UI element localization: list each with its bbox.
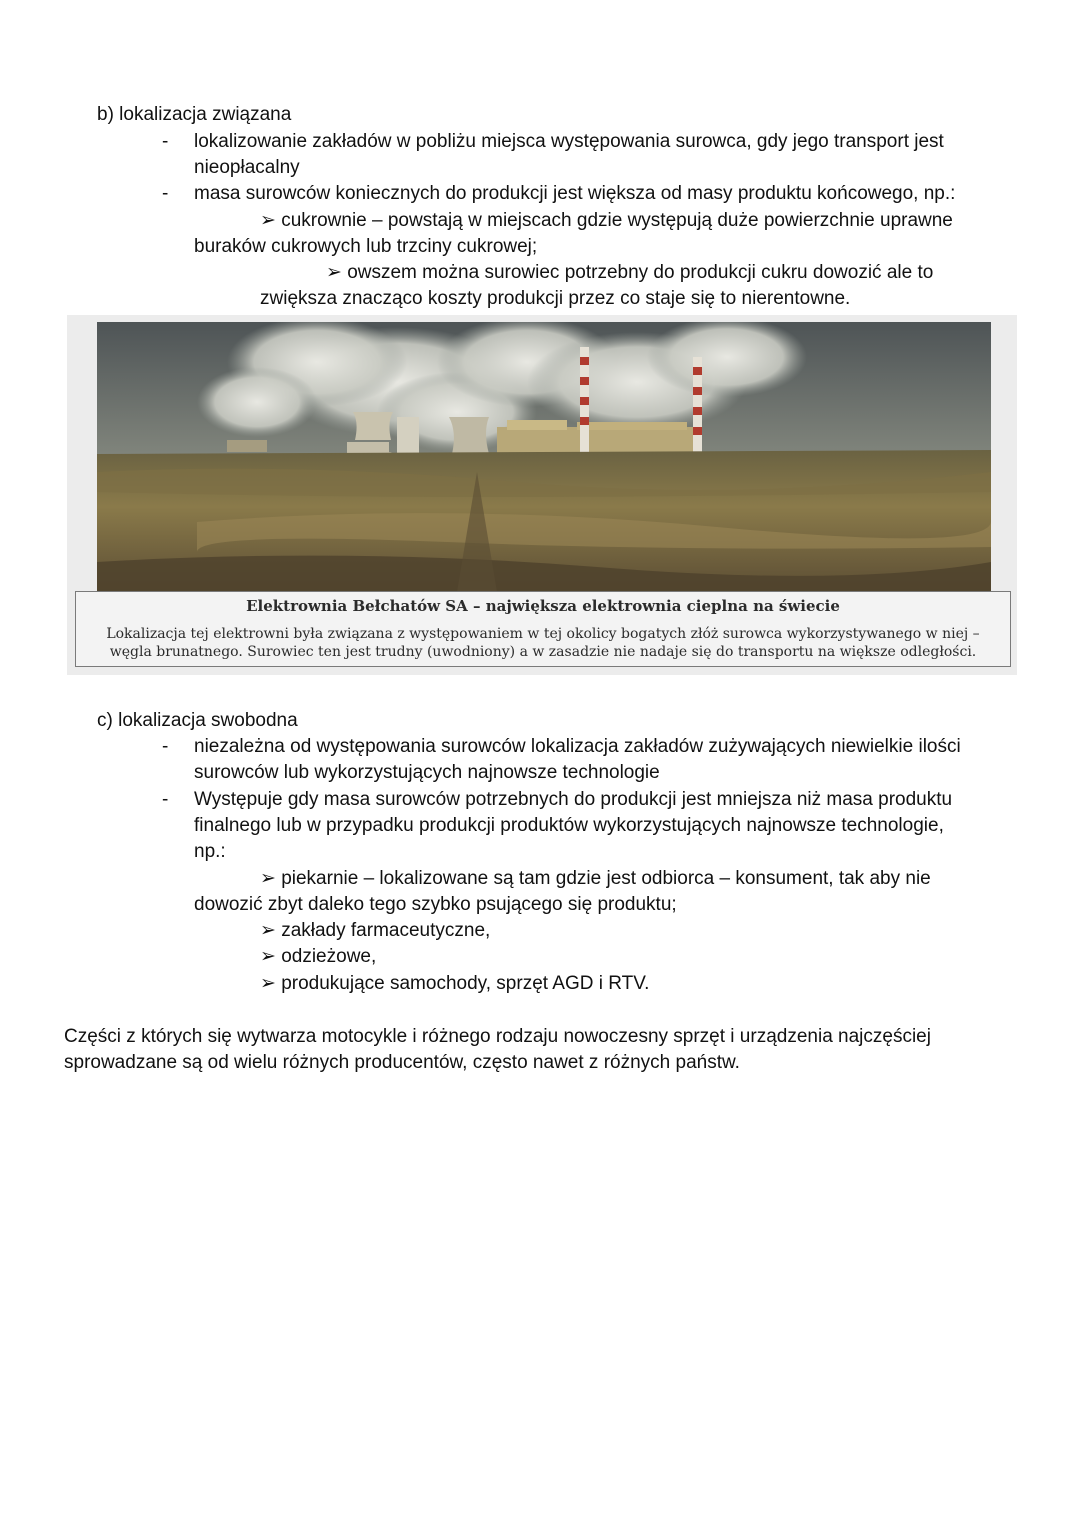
section-c-bullet1-line1: niezależna od występowania surowców lokalizacja zakładów zużywających niewielkie ilości: [194, 736, 961, 757]
closing-paragraph: [64, 1024, 1024, 1076]
section-b-arrow2-line1: ➢ owszem można surowiec potrzebny do produkcji cukru dowozić ale to: [326, 262, 934, 283]
section-b-bullet2: masa surowców koniecznych do produkcji jest większa od masy produktu końcowego, np.:: [194, 183, 956, 204]
section-c-bullet2-line2: finalnego lub w przypadku produkcji produktów wykorzystujących najnowsze technologie,: [194, 815, 944, 836]
figure-title: Elektrownia Bełchatów SA – największa elektrownia cieplna na świecie: [246, 597, 840, 615]
section-c-bullet2-line1: Występuje gdy masa surowców potrzebnych do produkcji jest mniejsza niż masa produktu: [194, 789, 953, 810]
closing-line1: Części z których się wytwarza motocykle i różnego rodzaju nowoczesny sprzęt i urządzenia najczęściej: [64, 1026, 931, 1047]
section-c-arrow1-line1: ➢ piekarnie – lokalizowane są tam gdzie jest odbiorca – konsument, tak aby nie: [260, 868, 931, 889]
figure-caption: [75, 591, 1011, 667]
closing-line2: sprowadzane są od wielu różnych producentów, często nawet z różnych państw.: [64, 1052, 740, 1073]
bullet-dash: -: [162, 131, 169, 152]
section-b-heading: b) lokalizacja związana: [97, 104, 292, 125]
section-c-heading: c) lokalizacja swobodna: [97, 710, 298, 731]
figure-description: [86, 625, 1000, 661]
bullet-dash: -: [162, 789, 169, 810]
section-b-arrow1-line1: ➢ cukrownie – powstają w miejscach gdzie występują duże powierzchnie uprawne: [260, 210, 953, 231]
section-b-arrow1-line2: buraków cukrowych lub trzciny cukrowej;: [194, 236, 538, 257]
section-c-arrow1-line2: dowozić zbyt daleko tego szybko psującego się produktu;: [194, 894, 677, 915]
bullet-dash: -: [162, 736, 169, 757]
section-c-arrow3: ➢ odzieżowe,: [260, 946, 377, 967]
section-b-arrow2-line2: zwiększa znacząco koszty produkcji przez co staje się to nierentowne.: [260, 288, 851, 309]
section-c-bullet2-line3: np.:: [194, 841, 226, 862]
section-c-bullet1-line2: surowców lub wykorzystujących najnowsze technologie: [194, 762, 660, 783]
bullet-dash: -: [162, 183, 169, 204]
section-c-arrow4: ➢ produkujące samochody, sprzęt AGD i RTV.: [260, 973, 650, 994]
section-b-bullet1-line2: nieopłacalny: [194, 157, 300, 178]
figure-description-line1: Lokalizacja tej elektrowni była związana z występowaniem w tej okolicy bogatych złóż surowca wykorzystywanego w niej –: [106, 626, 980, 642]
figure-description-line2: węgla brunatnego. Surowiec ten jest trudny (uwodniony) a w zasadzie nie nadaje się do transportu na większe odległości.: [109, 644, 977, 660]
section-c-arrow2: ➢ zakłady farmaceutyczne,: [260, 920, 491, 941]
power-plant-photo: [97, 322, 991, 592]
power-plant-illustration: [97, 322, 991, 592]
section-b-bullet1-line1: lokalizowanie zakładów w pobliżu miejsca występowania surowca, gdy jego transport jest: [194, 131, 944, 152]
figure-block: [67, 315, 1017, 675]
